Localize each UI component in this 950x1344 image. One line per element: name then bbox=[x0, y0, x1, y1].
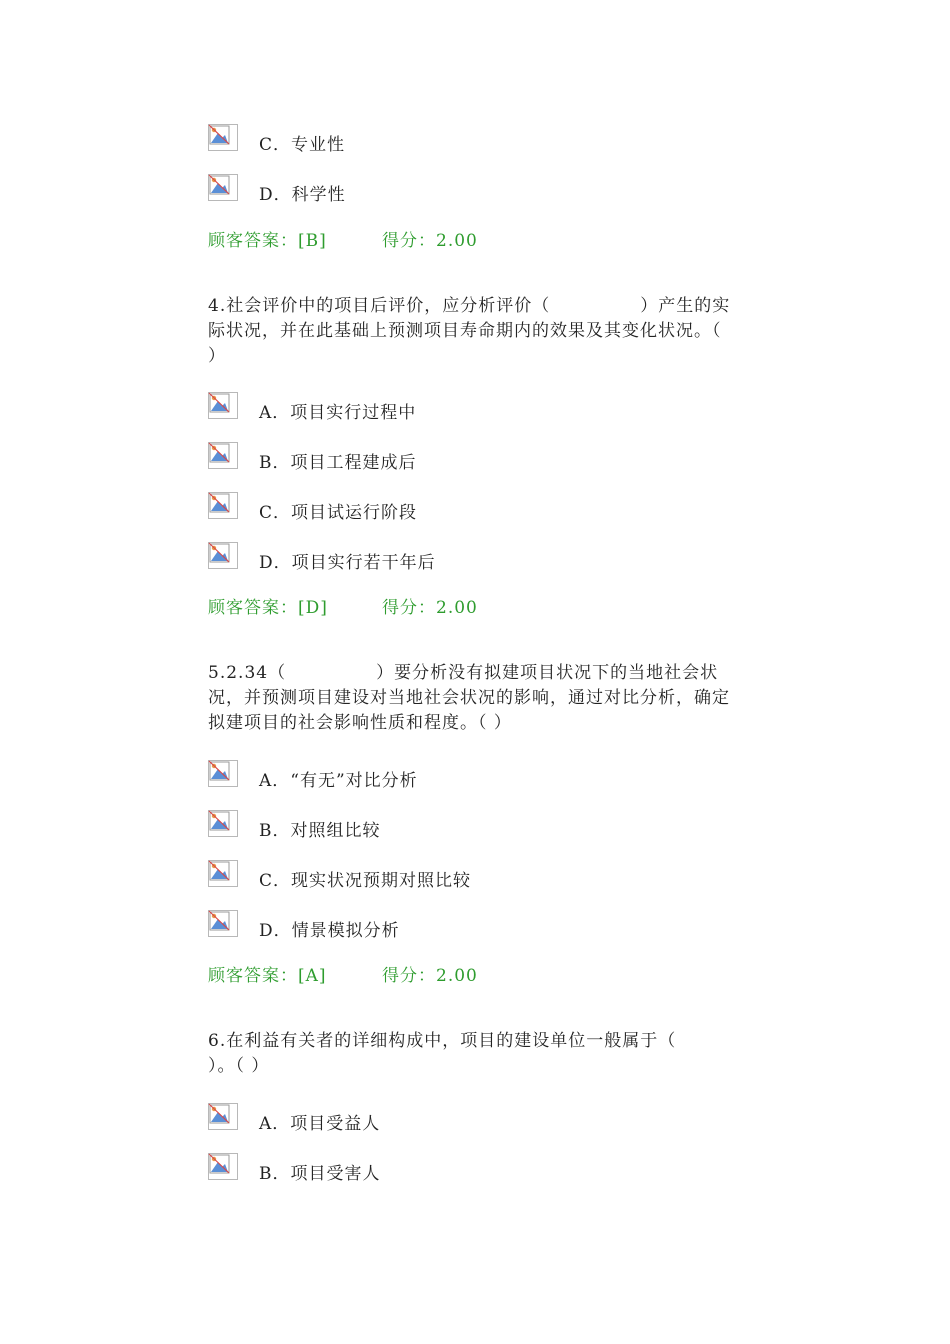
q5-option-d[interactable] bbox=[208, 910, 768, 940]
option-label: D．情景模拟分析 bbox=[259, 921, 400, 941]
question-line: ）。（ ） bbox=[208, 1056, 270, 1076]
option-label: D．科学性 bbox=[259, 185, 346, 205]
option-d[interactable] bbox=[208, 174, 768, 204]
option-label: D．项目实行若干年后 bbox=[259, 553, 436, 573]
answer-line-4 bbox=[208, 593, 478, 618]
broken-image-icon bbox=[208, 392, 238, 419]
score: 得分：2.00 bbox=[382, 598, 478, 618]
option-label: C．现实状况预期对照比较 bbox=[259, 871, 472, 891]
q5-option-a[interactable] bbox=[208, 760, 768, 790]
question-line: 拟建项目的社会影响性质和程度。（ ） bbox=[208, 713, 512, 733]
q6-option-b[interactable] bbox=[208, 1153, 768, 1183]
question-5-text bbox=[208, 661, 768, 736]
answer-line-3 bbox=[208, 226, 478, 251]
option-label: C．专业性 bbox=[259, 135, 346, 155]
question-4-text bbox=[208, 294, 768, 369]
option-label: C．项目试运行阶段 bbox=[259, 503, 418, 523]
broken-image-icon bbox=[208, 492, 238, 519]
broken-image-icon bbox=[208, 542, 238, 569]
customer-answer: 顾客答案：[D] bbox=[208, 598, 328, 618]
question-line: 5.2.34（ ）要分析没有拟建项目状况下的当地社会状 bbox=[208, 663, 719, 683]
question-line: 况，并预测项目建设对当地社会状况的影响，通过对比分析，确定 bbox=[208, 688, 730, 708]
broken-image-icon bbox=[208, 174, 238, 201]
score: 得分：2.00 bbox=[382, 966, 478, 986]
option-label: B．项目工程建成后 bbox=[259, 453, 417, 473]
question-line: ） bbox=[208, 346, 226, 366]
option-label: B．项目受害人 bbox=[259, 1164, 381, 1184]
broken-image-icon bbox=[208, 1153, 238, 1180]
q4-option-a[interactable] bbox=[208, 392, 768, 422]
option-label: A．项目实行过程中 bbox=[259, 403, 417, 423]
option-label: A．“有无”对比分析 bbox=[259, 771, 418, 791]
broken-image-icon bbox=[208, 760, 238, 787]
option-c[interactable] bbox=[208, 124, 768, 154]
q5-option-c[interactable] bbox=[208, 860, 768, 890]
customer-answer: 顾客答案：[B] bbox=[208, 231, 327, 251]
broken-image-icon bbox=[208, 124, 238, 151]
q4-option-d[interactable] bbox=[208, 542, 768, 572]
broken-image-icon bbox=[208, 1103, 238, 1130]
option-label: B．对照组比较 bbox=[259, 821, 381, 841]
answer-line-5 bbox=[208, 961, 478, 986]
option-label: A．项目受益人 bbox=[259, 1114, 381, 1134]
question-line: 4.社会评价中的项目后评价，应分析评价（ ）产生的实 bbox=[208, 296, 731, 316]
q5-option-b[interactable] bbox=[208, 810, 768, 840]
broken-image-icon bbox=[208, 910, 238, 937]
q4-option-b[interactable] bbox=[208, 442, 768, 472]
broken-image-icon bbox=[208, 442, 238, 469]
question-6-text bbox=[208, 1029, 768, 1079]
question-line: 6.在利益有关者的详细构成中，项目的建设单位一般属于（ bbox=[208, 1031, 677, 1051]
q6-option-a[interactable] bbox=[208, 1103, 768, 1133]
customer-answer: 顾客答案：[A] bbox=[208, 966, 327, 986]
q4-option-c[interactable] bbox=[208, 492, 768, 522]
question-line: 际状况，并在此基础上预测项目寿命期内的效果及其变化状况。（ bbox=[208, 321, 722, 341]
broken-image-icon bbox=[208, 860, 238, 887]
broken-image-icon bbox=[208, 810, 238, 837]
score: 得分：2.00 bbox=[382, 231, 478, 251]
